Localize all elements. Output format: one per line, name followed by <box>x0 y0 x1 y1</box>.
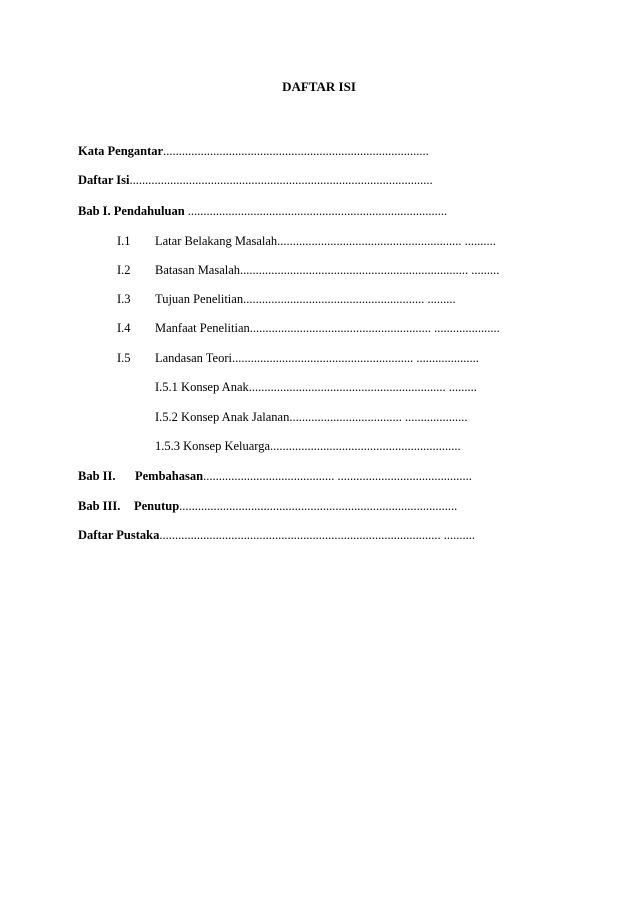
toc-entry-bab-3 <box>78 498 457 514</box>
toc-leader: ............................................................. <box>270 439 461 453</box>
toc-number: I.3 <box>117 292 131 306</box>
toc-number: I.2 <box>117 263 131 277</box>
toc-entry-i-5 <box>117 350 479 366</box>
toc-number: I.5 <box>117 351 131 365</box>
toc-chapter: Bab III. <box>78 499 121 513</box>
toc-entry-daftar-pustaka <box>78 527 475 543</box>
toc-entry-i-1 <box>117 233 496 249</box>
toc-entry-i-5-2 <box>155 409 467 425</box>
toc-label: Daftar Isi <box>78 173 130 187</box>
toc-label: Bab I. Pendahuluan <box>78 204 185 218</box>
toc-leader: ................................................................................................. <box>129 173 433 187</box>
toc-label: Daftar Pustaka <box>78 528 160 542</box>
toc-label: Penutup <box>134 499 180 513</box>
page-title-text: DAFTAR ISI <box>282 79 356 94</box>
toc-entry-daftar-isi <box>78 172 433 188</box>
toc-entry-bab-2 <box>78 468 472 484</box>
toc-entry-i-5-1 <box>155 379 477 395</box>
toc-leader: ......................................................................... ......... <box>240 263 500 277</box>
toc-leader: ................................................................................... <box>184 204 448 218</box>
toc-leader: .................................... .................... <box>289 410 468 424</box>
toc-label: I.5.2 Konsep Anak Jalanan <box>155 410 290 424</box>
toc-leader: ..................................................................................... <box>163 144 429 158</box>
toc-leader: ............................................................... ......... <box>248 380 477 394</box>
toc-label: Tujuan Penelitian <box>155 292 244 306</box>
toc-label: 1.5.3 Konsep Keluarga <box>155 439 271 453</box>
toc-entry-1-5-3 <box>155 438 461 454</box>
toc-entry-i-4 <box>117 320 500 336</box>
toc-label: Pembahasan <box>135 469 204 483</box>
toc-number: I.1 <box>117 234 131 248</box>
toc-leader: .......................................................... ..................... <box>249 321 500 335</box>
toc-leader: .......................................................................................... .......... <box>159 528 475 542</box>
toc-leader: .......................................................... ......... <box>243 292 456 306</box>
toc-leader: ........................................................... .......... <box>277 234 496 248</box>
toc-entry-bab-1 <box>78 203 447 219</box>
page-title <box>0 79 638 95</box>
toc-label: Kata Pengantar <box>78 144 164 158</box>
toc-label: Manfaat Penelitian <box>155 321 250 335</box>
toc-label: Batasan Masalah <box>155 263 241 277</box>
toc-leader: .......................................... ........................................... <box>203 469 472 483</box>
toc-entry-kata-pengantar <box>78 143 429 159</box>
toc-label: Landasan Teori <box>155 351 232 365</box>
toc-leader: .......................................................... .................... <box>232 351 479 365</box>
toc-label: Latar Belakang Masalah <box>155 234 278 248</box>
toc-number: I.4 <box>117 321 131 335</box>
toc-entry-i-3 <box>117 291 456 307</box>
toc-label: I.5.1 Konsep Anak <box>155 380 249 394</box>
toc-leader: ......................................................................................... <box>179 499 458 513</box>
toc-entry-i-2 <box>117 262 499 278</box>
toc-chapter: Bab II. <box>78 469 116 483</box>
